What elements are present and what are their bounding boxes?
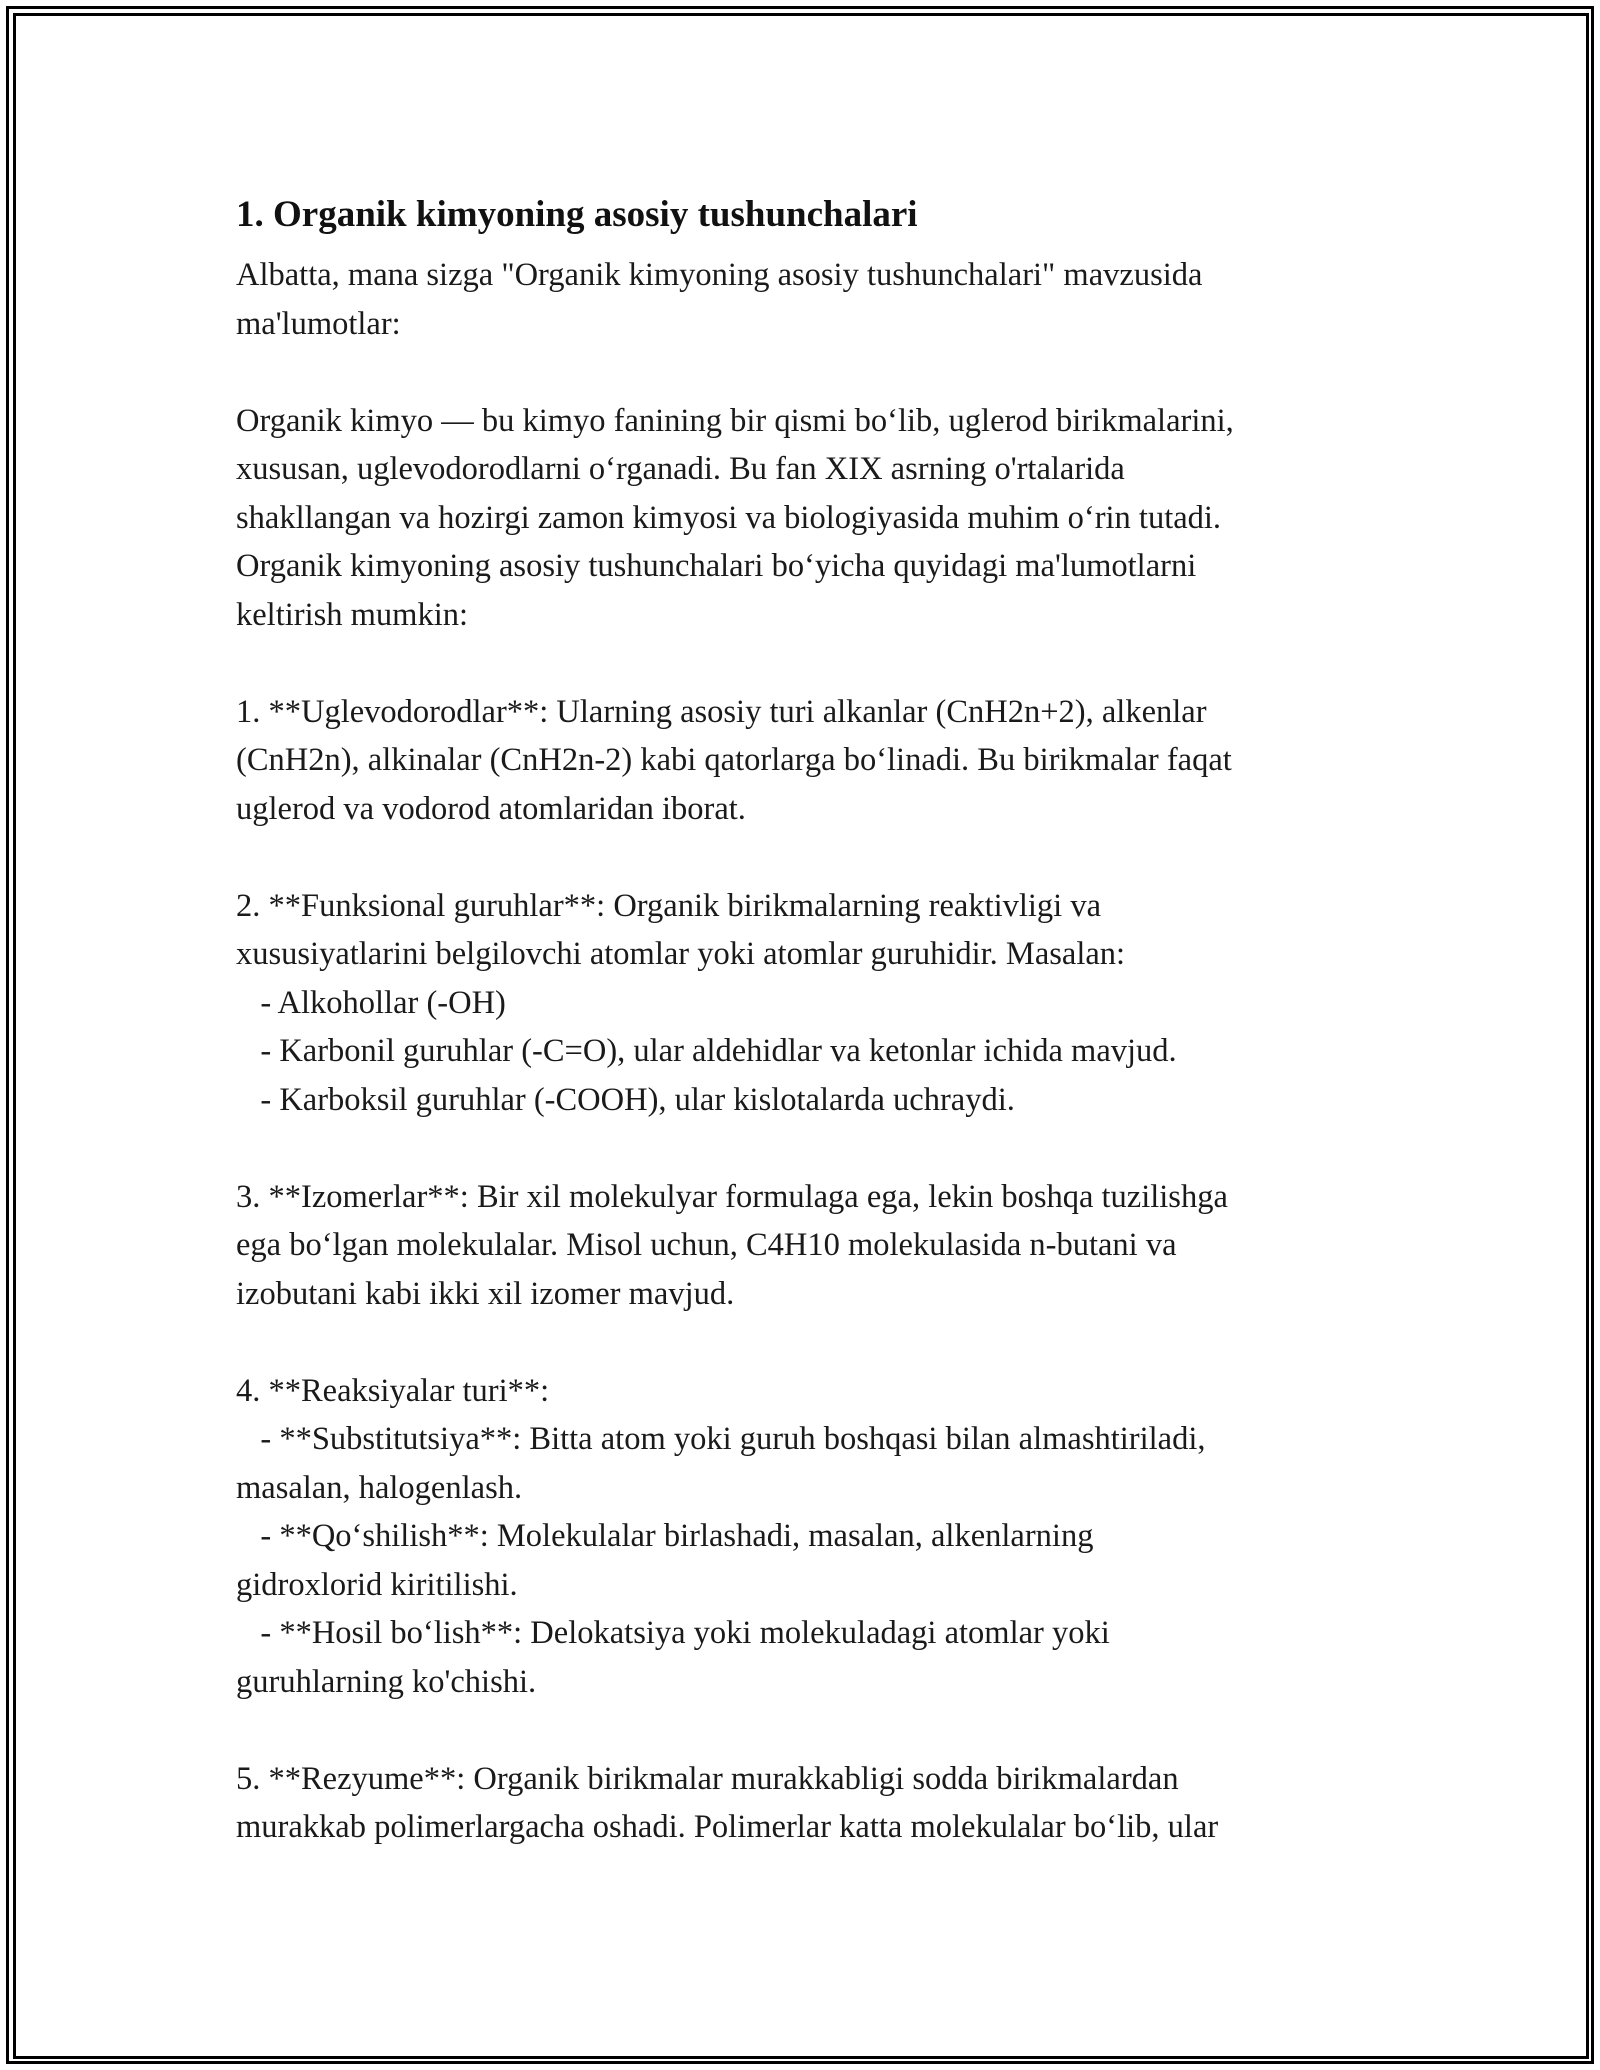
- document-content: [236, 187, 1376, 1852]
- document-title: 1. Organik kimyoning asosiy tushunchalari: [236, 194, 918, 235]
- document-body: Albatta, mana sizga "Organik kimyoning asosiy tushunchalari" mavzusida ma'lumotlar: Organik kimyo — bu kimyo fanining bir qismi boʻlib, uglerod birikmalarini, xususan, uglevodorodlarni oʻrganadi. Bu fan XIX asrning o'rtalarida shakllangan va hozirgi zamon kimyosi va biologiyasida muhim oʻrin tutadi. Organik kimyoning asosiy tushunchalari boʻyicha quyidagi ma'lumotlarni keltirish mumkin: 1. **Uglevodorodlar**: Ularning asosiy turi alkanlar (CnH2n+2), alkenlar (CnH2n), alkinalar (CnH2n-2) kabi qatorlarga boʻlinadi. Bu birikmalar faqat uglerod va vodorod atomlaridan iborat. 2. **Funksional guruhlar**: Organik birikmalarning reaktivligi va xususiyatlarini belgilovchi atomlar yoki atomlar guruhidir. Masalan: - Alkohollar (-OH) - Karbonil guruhlar (-C=O), ular aldehidlar va ketonlar ichida mavjud. - Karboksil guruhlar (-COOH), ular kislotalarda uchraydi. 3. **Izomerlar**: Bir xil molekulyar formulaga ega, lekin boshqa tuzilishga ega boʻlgan molekulalar. Misol uchun, C4H10 molekulasida n-butani va izobutani kabi ikki xil izomer mavjud. 4. **Reaksiyalar turi**: - **Substitutsiya**: Bitta atom yoki guruh boshqasi bilan almashtiriladi, masalan, halogenlash. - **Qoʻshilish**: Molekulalar birlashadi, masalan, alkenlarning gidroxlorid kiritilishi. - **Hosil boʻlish**: Delokatsiya yoki molekuladagi atomlar yoki guruhlarning ko'chishi. 5. **Rezyume**: Organik birikmalar murakkabligi sodda birikmalardan murakkab polimerlargacha oshadi. Polimerlar katta molekulalar boʻlib, ular: [236, 257, 1234, 1845]
